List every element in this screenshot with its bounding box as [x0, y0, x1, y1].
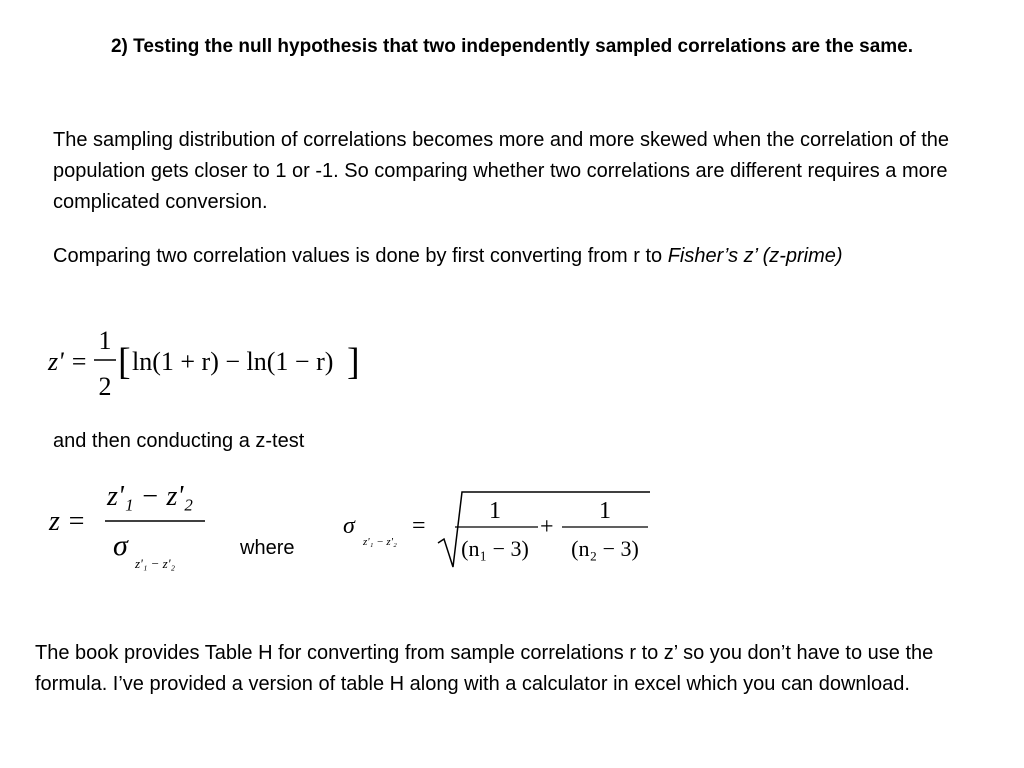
fisher-body: ln(1 + r) − ln(1 − r) [132, 347, 334, 376]
fisher-right-bracket: ] [347, 341, 360, 383]
slide-title: 2) Testing the null hypothesis that two independently sampled correlations are the same. [110, 36, 914, 57]
sigma-term2-den: (n₂ − 3) [571, 536, 639, 561]
paragraph-skew: The sampling distribution of correlations becomes more and more skewed when the correlation of the population gets closer to 1 or -1. So comparing whether two correlations are different requires a more complicated conversion. [53, 129, 950, 213]
sigma-formula [340, 485, 660, 575]
sigma-equals: = [412, 513, 426, 539]
sigma-term2-num: 1 [599, 498, 611, 524]
ztest-numerator: z'₁ − z'₂ [107, 481, 194, 512]
where-label: where [240, 537, 295, 559]
ztest-formula [45, 470, 215, 580]
fisher-frac-den: 2 [98, 372, 112, 401]
sigma-term1-den: (n₁ − 3) [461, 536, 529, 561]
ztest-lhs: z = [49, 506, 86, 537]
sigma-plus: + [540, 514, 554, 540]
fisher-z-term: Fisher’s z’ (z-prime) [667, 245, 843, 267]
fisher-lhs: z' = [48, 347, 88, 376]
ztest-sigma-subscript: z'₁ − z'₂ [135, 556, 175, 571]
paragraph-table-h: The book provides Table H for converting from sample correlations r to z’ so you don’t have to use the formula. I’ve provided a version of table H along with a calculator in excel which you can download. [35, 642, 934, 695]
paragraph-fisher [53, 241, 953, 272]
paragraph-ztest: and then conducting a z-test [53, 430, 305, 452]
fisher-left-bracket: [ [118, 341, 131, 383]
sigma-lhs: σ [343, 513, 355, 539]
sigma-term1-num: 1 [489, 498, 501, 524]
sigma-lhs-subscript: z'₁ − z'₂ [363, 536, 397, 548]
paragraph-fisher-text: Comparing two correlation values is done by first converting from r to [53, 245, 668, 267]
fisher-formula [40, 325, 380, 405]
ztest-sigma: σ [113, 529, 128, 562]
fisher-frac-num: 1 [98, 326, 112, 355]
